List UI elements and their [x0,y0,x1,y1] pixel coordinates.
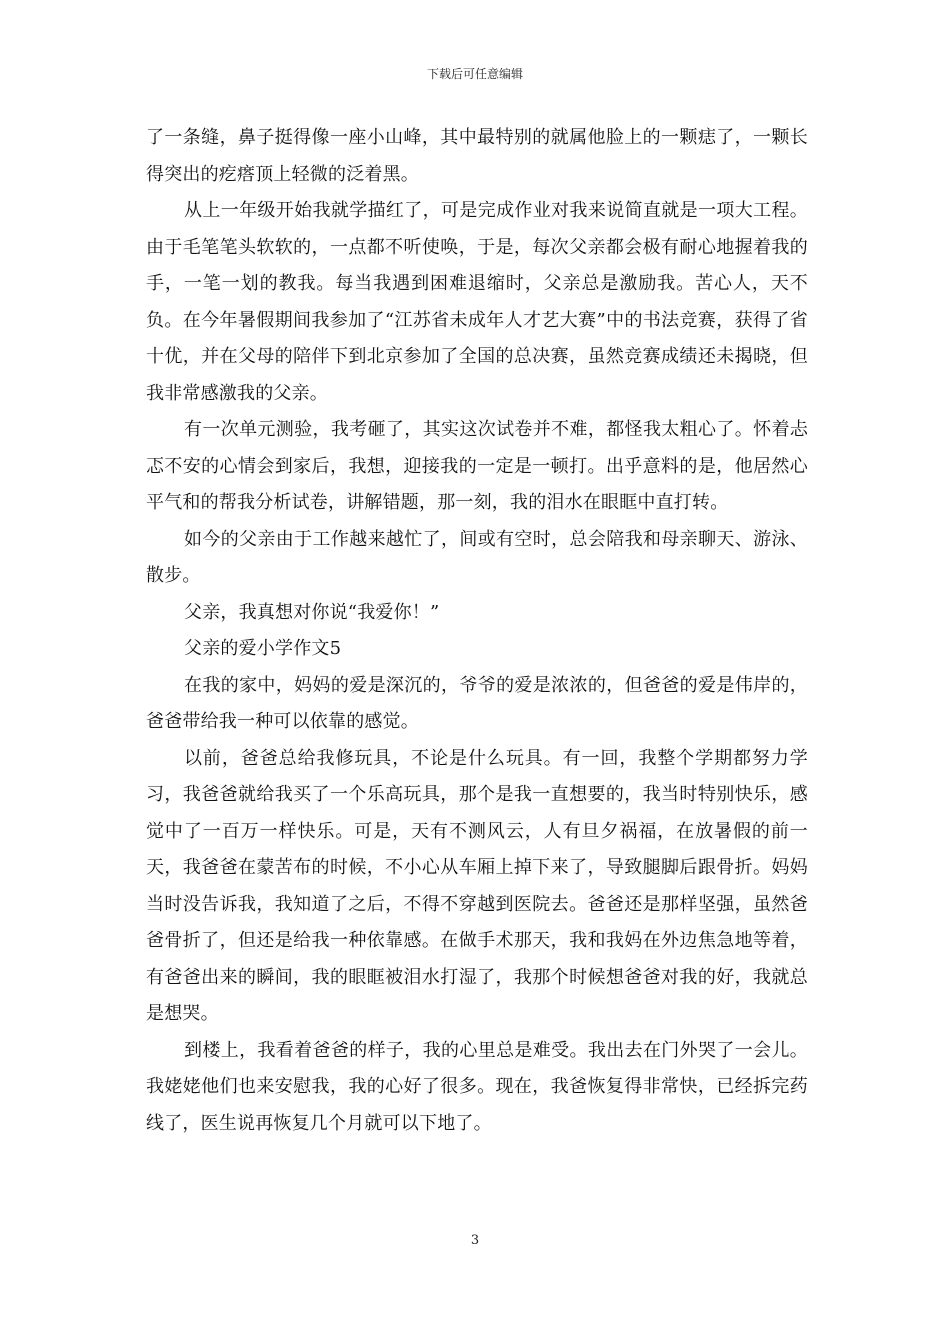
page-header: 下载后可任意编辑 [426,67,523,81]
paragraph: 以前，爸爸总给我修玩具，不论是什么玩具。有一回，我整个学期都努力学习，我爸爸就给我买了一个乐高玩具，那个是我一直想要的，我当时特别快乐，感觉中了一百万一样快乐。可是，天有不测风云，人有旦夕祸福，在放暑假的前一天，我爸爸在蒙苦布的时候，不小心从车厢上掉下来了，导致腿脚后跟骨折。妈妈当时没告诉我，我知道了之后，不得不穿越到医院去。爸爸还是那样坚强，虽然爸爸骨折了，但还是给我一种依靠感。在做手术那天，我和我妈在外边焦急地等着，有爸爸出来的瞬间，我的眼眶被泪水打湿了，我那个时候想爸爸对我的好，我就总是想哭。 [146,747,808,1024]
paragraph: 父亲，我真想对你说“我爱你！” [184,601,440,623]
paragraph: 到楼上，我看着爸爸的样子，我的心里总是难受。我出去在门外哭了一会儿。我姥姥他们也来安慰我，我的心好了很多。现在，我爸恢复得非常快，已经拆完药线了，医生说再恢复几个月就可以下地了。 [146,1039,808,1134]
page-number: 3 [470,1233,480,1248]
paragraph: 在我的家中，妈妈的爱是深沉的，爷爷的爱是浓浓的，但爸爸的爱是伟岸的，爸爸带给我一种可以依靠的感觉。 [146,674,808,732]
paragraph: 如今的父亲由于工作越来越忙了，间或有空时，总会陪我和母亲聊天、游泳、散步。 [146,528,808,586]
paragraph: 从上一年级开始我就学描红了，可是完成作业对我来说简直就是一项大工程。由于毛笔笔头软软的，一点都不听使唤，于是，每次父亲都会极有耐心地握着我的手，一笔一划的教我。每当我遇到困难退缩时，父亲总是激励我。苦心人，天不负。在今年暑假期间我参加了“江苏省未成年人才艺大赛”中的书法竞赛，获得了省十优，并在父母的陪伴下到北京参加了全国的总决赛，虽然竞赛成绩还未揭晓，但我非常感激我的父亲。 [146,200,808,404]
document-body [146,120,808,1142]
paragraph: 有一次单元测验，我考砸了，其实这次试卷并不难，都怪我太粗心了。怀着忐忑不安的心情会到家后，我想，迎接我的一定是一顿打。出乎意料的是，他居然心平气和的帮我分析试卷，讲解错题，那一刻，我的泪水在眼眶中直打转。 [146,419,808,513]
section-title: 父亲的爱小学作文5 [184,638,342,659]
paragraph-continued: 了一条缝，鼻子挺得像一座小山峰，其中最特别的就属他脸上的一颗痣了，一颗长得突出的疙瘩顶上轻微的泛着黑。 [146,127,808,185]
